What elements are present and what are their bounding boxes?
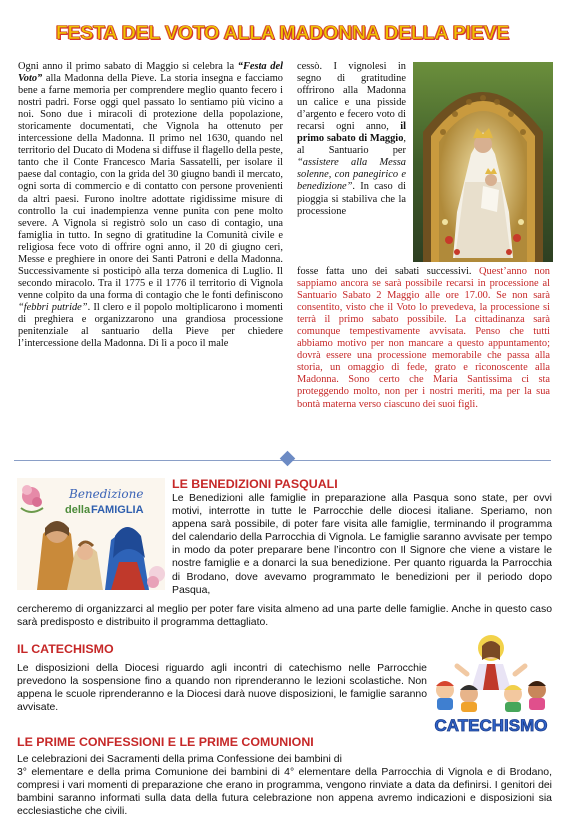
festa-right-bottom (297, 266, 550, 411)
primo-sabato-bold: il primo sabato di Maggio (297, 121, 406, 145)
febbri-putride-quote: “febbri putride” (18, 301, 88, 313)
comunioni-heading: LE PRIME CONFESSIONI E LE PRIME COMUNIONI (17, 735, 314, 749)
page-title: FESTA DEL VOTO ALLA MADONNA DELLA PIEVE (55, 22, 510, 44)
festa-left-column (18, 61, 283, 350)
catechismo-word: CATECHISMO (434, 716, 548, 735)
benedizioni-text-wide: cercheremo di organizzarci al meglio per poter fare visita almeno ad una parte delle famiglie. Anche in questo caso sarà predisposto e distribuito il programma dettagliato. (17, 604, 552, 629)
messa-solenne-quote: “assistere alla Messa solenne, con panegirico e benedizione” (297, 157, 406, 193)
festa-voto-quote: “Festa del Voto” (18, 61, 284, 85)
festa-left-text: Ogni anno il primo sabato di Maggio si celebra la “Festa del Voto” alla Madonna della Pieve. La storia insegna e facciamo bene a farne memoria per comprendere meglio quanto fecero i nostri padri. Forse oggi quel passato lo sentiamo più vicino a noi. Sono due i miracoli di protezione della popolazione, storicamente documentati, che Vignola ha ottenuto per intercessione della Madonna. Il primo nel 1630, quando nel territorio del Ducato di Modena si diffuse il flagello della peste, tanto che il Conte Francesco Maria Sassatelli, per isolare il paese dal contagio, con la grida del 30 giugno bandì il mercato, ogni sorta di commercio e di contatto con persone provenienti da altri paesi. Furono inoltre adottate rigidissime misure di controllo la cui inadempienza venne punita con pene molto severe. A Vignola si registrò solo un caso di contagio, una famiglia in tutto. In segno di gratitudine la Comunità civile e religiosa fece voto di offrire ogni anno, il 20 di giugno ceri, Messe e preghiere in onore dei Santi Patroni e della Madonna. Successivamente si posticipò alla terza domenica di Luglio. Il secondo miracolo. Tra il 1775 e il 1776 il territorio di Vignola venne colpito da una forma di contagio che le fonti definiscono “febbri putride”. Il clero e il popolo moltiplicarono i momenti di preghiera e organizzarono una grandiosa processione penitenziale al santuario della Pieve per chiedere l’intercessione della Madonna. Di lì a poco il male (18, 61, 284, 350)
catechismo-image (427, 630, 555, 738)
benedizioni-heading: LE BENEDIZIONI PASQUALI (172, 477, 338, 491)
della-word: della (65, 504, 91, 516)
benedizioni-text-narrow: Le Benedizioni alle famiglie in preparazione alla Pasqua sono state, per ovvi motivi, interrotte in tutte le Parrocchie delle diocesi italiane. Speriamo, non appena sarà possibile, di poter fare visita alle famiglie, terminando il programma del calendario della Parrocchia di Vignola. Le famiglie saranno avvisate per tempo in modo da poter preparare bene l’incontro con Il Signore che viene a vistare le nostre famiglie e a donarci la sua benedizione. Per quanto riguarda la Parrocchia di Brodano, dove avevamo programmato le benedizioni per il periodo dopo Pasqua, (172, 493, 552, 596)
comunioni-text: Le celebrazioni dei Sacramenti della prima Confessione dei bambini di 3° elementare e della prima Comunione dei bambini di 4° elementare della Parrocchia di Vignola e di Brodano, compresi i vari momenti di preparazione che erano in programma, vengono rinviate a data da definirsi. I genitori dei bambini saranno informati sulla data della futura celebrazione non appena avremo indicazioni e disposizioni sia ecclesiastiche che civili. (17, 754, 552, 818)
benedizione-famiglia-image (17, 478, 165, 590)
processione-announcement: Quest’anno non sappiamo ancora se sarà possibile recarsi in processione al Santuario Sabato 2 Maggio alle ore 17.00. Se non sarà consentito, visto che il Voto lo prevedeva, la processione si terrà il primo sabato possibile. La cittadinanza sarà comunque tempestivamente avvisata. Penso che tutti abbiamo motivo per non mancare a questo appuntamento; dovrà essere una processione memorabile che passa alla storia, un omaggio di fede, grato e riconoscente alla Madonna. Sono certo che Maria Santissima ci sta proteggendo molto, non per i nostri meriti, ma per la sua bontà materna verso ciascuno dei suoi figli. (297, 266, 550, 410)
festa-right-column (297, 61, 406, 218)
holy-family-illustration (17, 478, 165, 590)
benedizione-word: Benedizione (69, 487, 144, 501)
festa-announcement: fosse fatta uno dei sabati successivi. Quest’anno non sappiamo ancora se sarà possibile recarsi in processione al Santuario Sabato 2 Maggio alle ore 17.00. Se non sarà consentito, visto che il Voto lo prevedeva, la processione si terrà il primo sabato possibile. La cittadinanza sarà comunque tempestivamente avvisata. Penso che tutti abbiamo motivo per non mancare a questo appuntamento; dovrà essere una processione memorabile che passa alla storia, un omaggio di fede, grato e riconoscente alla Madonna. Sono certo che Maria Santissima ci sta proteggendo molto, non per i nostri meriti, ma per la sua bontà materna verso ciascuno dei suoi figli. (297, 266, 550, 410)
famiglia-word: FAMIGLIA (91, 504, 144, 516)
madonna-della-pieve-photo (413, 62, 553, 262)
festa-right-text: cessò. I vignolesi in segno di gratitudine offrirono alla Madonna un calice e una pisside d’argento e fecero voto di recarsi ogni anno, il primo sabato di Maggio, al Santuario per “assistere alla Messa solenne, con panegirico e benedizione”. In caso di pioggia si stabiliva che la processione (297, 61, 406, 217)
catechismo-heading: IL CATECHISMO (17, 642, 114, 656)
divider-diamond-icon (280, 451, 296, 467)
catechismo-text: Le disposizioni della Diocesi riguardo agli incontri di catechismo nelle Parrocchie prevedono la sospensione fino a quando non riprenderanno le lezioni scolastiche. Non appena le scuole riprenderanno e la Diocesi darà nuove disposizioni, le famiglie saranno avvisate. (17, 663, 427, 714)
madonna-illustration (413, 62, 553, 262)
jesus-children-illustration (427, 630, 555, 738)
